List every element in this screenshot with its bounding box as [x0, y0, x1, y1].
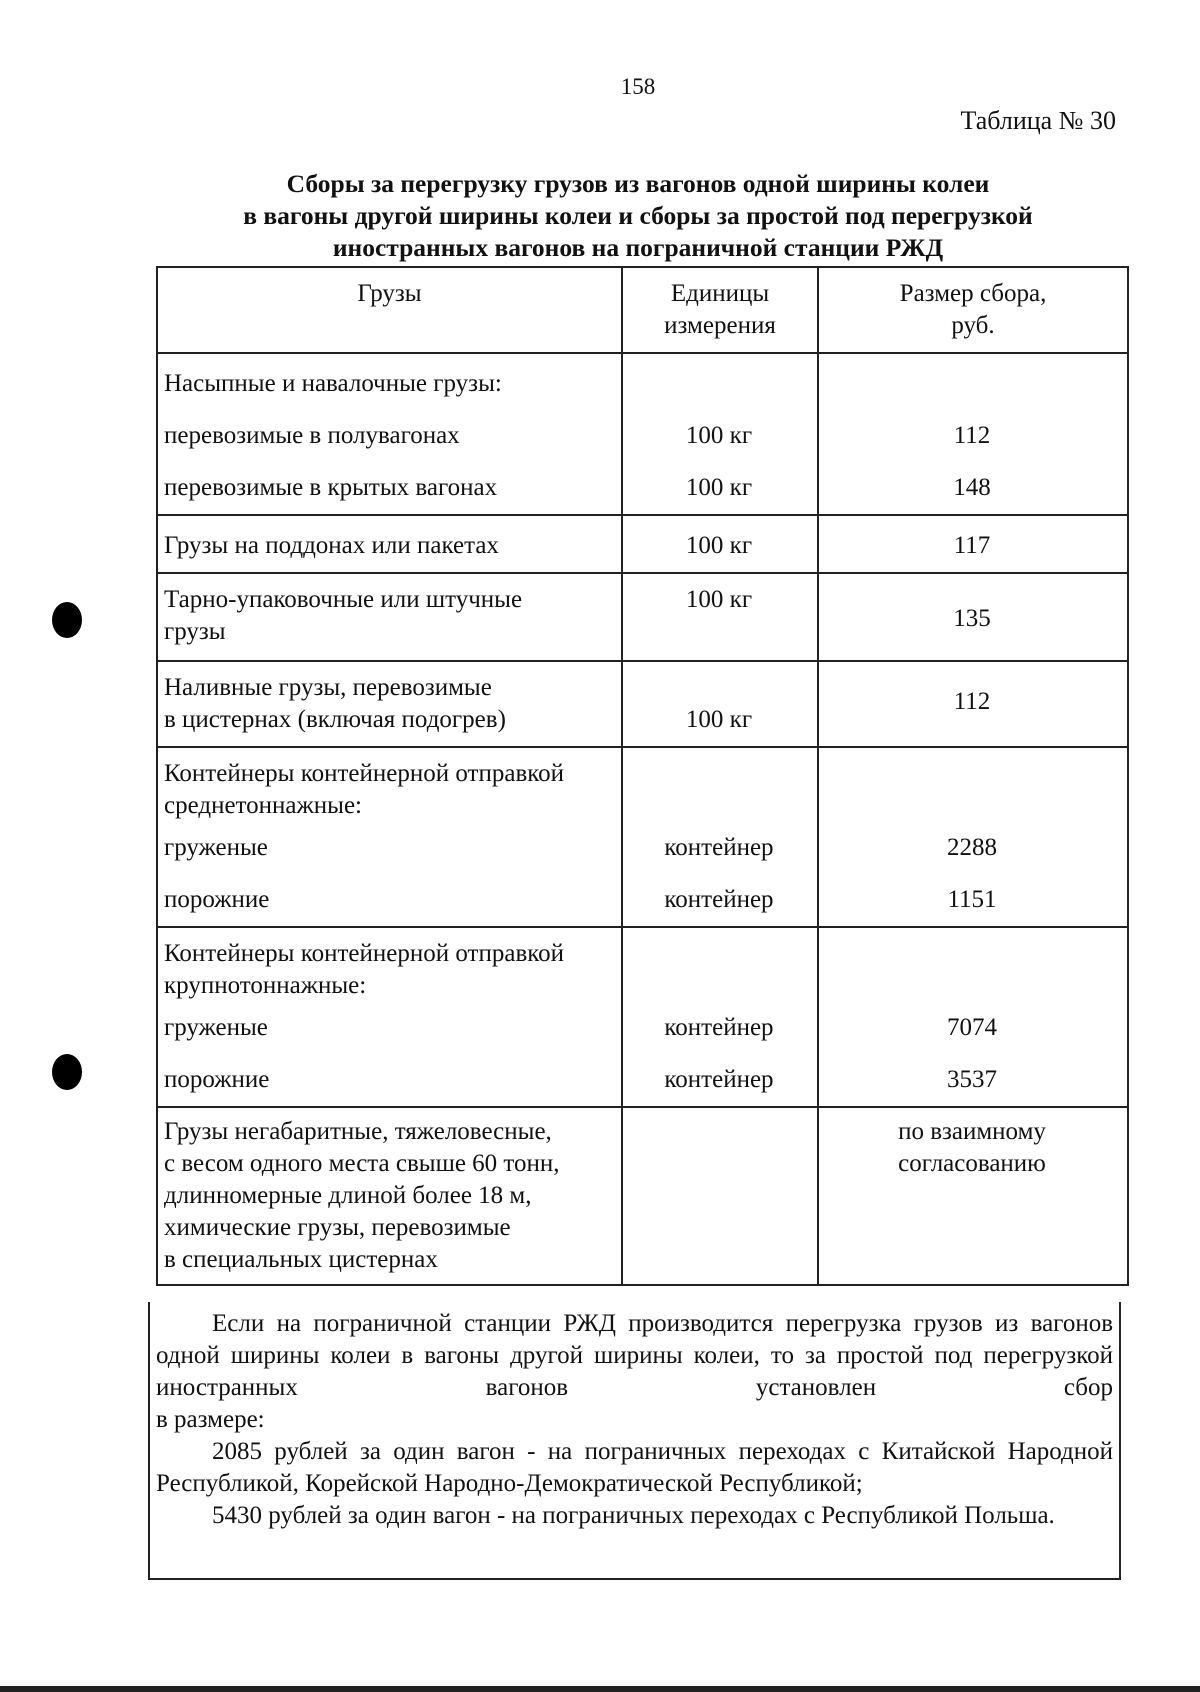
fees-table: [156, 266, 1129, 1286]
fee-cell: 117: [818, 515, 1128, 573]
table-row: [157, 1107, 1128, 1285]
table-reference: Таблица № 30: [960, 106, 1116, 135]
scan-edge: [0, 1686, 1200, 1692]
fee-cell: 2288 1151: [818, 747, 1128, 927]
fee-cell: 112 148: [818, 353, 1128, 515]
page-number: 158: [620, 74, 656, 99]
note-intro-end: в размере:: [156, 1406, 265, 1433]
units-cell: 100 кг: [622, 573, 818, 661]
units-cell: 100 кг: [622, 661, 818, 747]
units-cell: контейнер контейнер: [622, 927, 818, 1107]
table-row: [157, 515, 1128, 573]
goods-cell: Грузы на поддонах или пакетах: [157, 515, 622, 573]
fee-cell: по взаимному согласованию: [818, 1107, 1128, 1285]
table-row: [157, 353, 1128, 515]
fee-cell: 135: [818, 573, 1128, 661]
fee-cell: 112: [818, 661, 1128, 747]
goods-cell: Насыпные и навалочные грузы: перевозимые в полувагонах перевозимые в крытых вагонах: [157, 353, 622, 515]
table-row: [157, 661, 1128, 747]
header-fee: Размер сбора, руб.: [818, 267, 1128, 353]
title-line: иностранных вагонов на пограничной станции РЖД: [332, 233, 944, 262]
goods-cell: Тарно-упаковочные или штучные грузы: [157, 573, 622, 661]
punch-hole: [52, 602, 82, 638]
document-title: [100, 168, 1176, 264]
title-line: Сборы за перегрузку грузов из вагонов одной ширины колеи: [286, 169, 990, 198]
units-cell: контейнер контейнер: [622, 747, 818, 927]
header-units: Единицы измерения: [622, 267, 818, 353]
goods-cell: Контейнеры контейнерной отправкой крупнотоннажные: груженые порожние: [157, 927, 622, 1107]
table-row: [157, 573, 1128, 661]
fee-cell: 7074 3537: [818, 927, 1128, 1107]
note-box: [148, 1302, 1121, 1580]
note-item: 5430 рублей за один вагон - на пограничных переходах с Республикой Польша.: [212, 1502, 1055, 1529]
units-cell: [622, 1107, 818, 1285]
table-row: [157, 747, 1128, 927]
note-item: 2085 рублей за один вагон - на пограничных переходах с Китайской Народной Республикой, Корейской Народно-Демократической Республикой;: [156, 1438, 1113, 1497]
goods-cell: Грузы негабаритные, тяжеловесные, с весом одного места свыше 60 тонн, длинномерные длиной более 18 м, химические грузы, перевозимые в специальных цистернах: [157, 1107, 622, 1285]
punch-hole: [52, 1054, 82, 1090]
goods-cell: Наливные грузы, перевозимые в цистернах (включая подогрев): [157, 661, 622, 747]
note-intro: Если на пограничной станции РЖД производится перегрузка грузов из вагонов одной ширины колеи в вагоны другой ширины колеи, то за простой под перегрузкой иностранных вагонов установлен сбор: [156, 1310, 1113, 1401]
goods-cell: Контейнеры контейнерной отправкой среднетоннажные: груженые порожние: [157, 747, 622, 927]
units-cell: 100 кг: [622, 515, 818, 573]
table-row: [157, 927, 1128, 1107]
header-goods: Грузы: [157, 267, 622, 353]
units-cell: 100 кг 100 кг: [622, 353, 818, 515]
title-line: в вагоны другой ширины колеи и сборы за простой под перегрузкой: [243, 201, 1033, 230]
table-header-row: [157, 267, 1128, 353]
